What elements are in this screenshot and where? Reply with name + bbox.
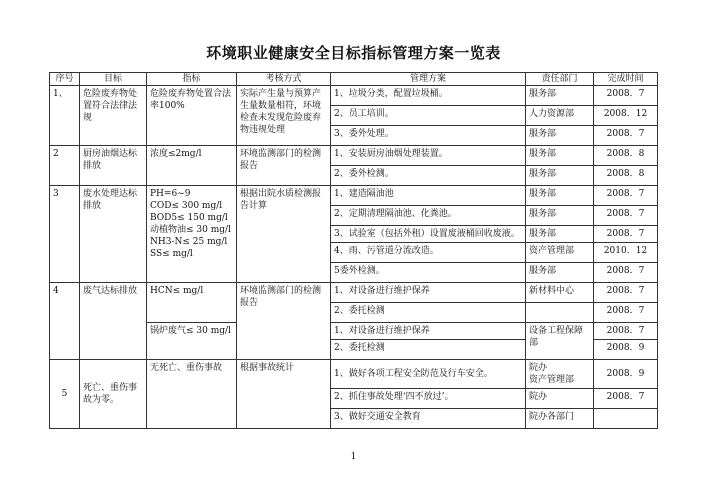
table-row (50, 360, 658, 389)
indicator-line: NH3-N≤ 25 mg/l (150, 237, 228, 247)
plan-cell: 1、对设备进行维护保养 (331, 283, 526, 303)
indicator-line: COD≤ 300 mg/l (150, 201, 223, 211)
plan-cell: 2、委托检测 (331, 340, 526, 360)
header-row (50, 73, 658, 86)
row-assess: 根据事故统计 (237, 360, 331, 429)
time-cell: 2008．7 (594, 206, 658, 226)
target-table (49, 72, 658, 429)
plan-cell: 2、定期清理隔油池、化粪池。 (331, 206, 526, 226)
row-indicator: 浓度≤2mg/l (147, 146, 237, 186)
plan-cell: 2、委外检测。 (331, 166, 526, 186)
dept-cell: 服务部 (526, 86, 594, 106)
time-cell: 2008．7 (594, 389, 658, 409)
plan-cell: 3、试验室（包括外租）设置废液桶回收废液。 (331, 226, 526, 243)
time-cell: 2008．7 (594, 86, 658, 106)
time-cell: 2008．8 (594, 146, 658, 166)
dept-cell: 服务部 (526, 226, 594, 243)
plan-cell: 4、雨、污管道分流改造。 (331, 243, 526, 263)
dept-cell: 服务部 (526, 126, 594, 146)
dept-line: 院办 (529, 363, 548, 373)
indicator-line: 动植物油≤ 30 mg/l (150, 225, 231, 235)
document-title: 环境职业健康安全目标指标管理方案一览表 (206, 44, 501, 62)
dept-cell: 人力资源部 (526, 106, 594, 126)
plan-cell: 1、建造隔油池 (331, 186, 526, 206)
plan-cell: 2、委托检测 (331, 303, 526, 323)
dept-cell: 新材料中心 (526, 283, 594, 303)
row-assess: 根据出院水质检测报告计算 (237, 186, 331, 283)
row-target: 厨房油烟达标排放 (80, 146, 147, 186)
row-indicator: 危险废弃物处置合法率100% (147, 86, 237, 146)
row-no: 2 (50, 146, 80, 186)
time-cell: 2008．12 (594, 106, 658, 126)
header-indicator: 指标 (147, 73, 237, 86)
header-time: 完成时间 (594, 73, 658, 86)
indicator-line: BOD5≤ 150 mg/l (150, 213, 228, 223)
time-cell: 2008．7 (594, 303, 658, 323)
plan-cell: 3、做好交通安全教育 (331, 409, 526, 429)
page-number: 1 (350, 452, 357, 462)
plan-cell: 1、垃圾分类，配置垃圾桶。 (331, 86, 526, 106)
time-cell: 2008．8 (594, 166, 658, 186)
row-target: 废水处理达标排放 (80, 186, 147, 283)
row-indicator: 锅炉废气≤ 30 mg/l (147, 323, 237, 360)
row-assess: 环境监测部门的检测报告 (237, 283, 331, 360)
row-target: 死亡、重伤事故为零。 (80, 360, 147, 429)
header-plan: 管理方案 (331, 73, 526, 86)
dept-cell: 服务部 (526, 263, 594, 283)
header-target: 目标 (80, 73, 147, 86)
time-cell: 2010．12 (594, 243, 658, 263)
row-assess: 环境监测部门的检测报告 (237, 146, 331, 186)
time-cell: 2008．9 (594, 340, 658, 360)
row-indicator (147, 186, 237, 283)
row-target: 废气达标排放 (80, 283, 147, 360)
header-assess: 考核方式 (237, 73, 331, 86)
plan-cell: 1、安装厨房油烟处理装置。 (331, 146, 526, 166)
table-row (50, 146, 658, 166)
table-row (50, 86, 658, 106)
dept-cell: 服务部 (526, 146, 594, 166)
plan-cell: 2、员工培训。 (331, 106, 526, 126)
row-no: 3 (50, 186, 80, 283)
row-no: 1、 (50, 86, 80, 146)
dept-cell: 院办各部门 (526, 409, 594, 429)
header-dept: 责任部门 (526, 73, 594, 86)
indicator-line: SS≤ mg/l (150, 249, 193, 259)
header-no: 序号 (50, 73, 80, 86)
time-cell: 2008．7 (594, 283, 658, 303)
dept-cell: 服务部 (526, 166, 594, 186)
plan-cell: 2、抓住事故处理‘四不放过’。 (331, 389, 526, 409)
time-cell (594, 409, 658, 429)
dept-cell: 服务部 (526, 206, 594, 226)
time-cell: 2008．7 (594, 226, 658, 243)
table-row (50, 186, 658, 206)
row-target: 危险废弃物处置符合法律法规 (80, 86, 147, 146)
plan-cell: 1、做好各项工程安全防范及行车安全。 (331, 360, 526, 389)
dept-line: 资产管理部 (529, 375, 575, 385)
dept-cell: 院办 (526, 389, 594, 409)
dept-cell: 设备工程保障部 (526, 323, 594, 360)
plan-cell: 3、委外处理。 (331, 126, 526, 146)
dept-cell: 服务部 (526, 186, 594, 206)
row-assess: 实际产生量与预算产生量数量相符，环境检查未发现危险废弃物违规处理 (237, 86, 331, 146)
row-no: 4 (50, 283, 80, 360)
dept-cell: 资产管理部 (526, 243, 594, 263)
time-cell: 2008．9 (594, 360, 658, 389)
time-cell: 2008．7 (594, 186, 658, 206)
dept-cell (526, 303, 594, 323)
row-indicator: 无死亡、重伤事故 (147, 360, 237, 429)
time-cell: 2008．7 (594, 263, 658, 283)
row-no: 5 (50, 360, 80, 429)
dept-cell (526, 360, 594, 389)
indicator-line: PH=6~9 (150, 189, 191, 199)
time-cell: 2008．7 (594, 126, 658, 146)
time-cell: 2008．7 (594, 323, 658, 340)
plan-cell: 5委外检测。 (331, 263, 526, 283)
table-row (50, 283, 658, 303)
plan-cell: 1、对设备进行维护保养 (331, 323, 526, 340)
row-indicator: HCN≤ mg/l (147, 283, 237, 323)
